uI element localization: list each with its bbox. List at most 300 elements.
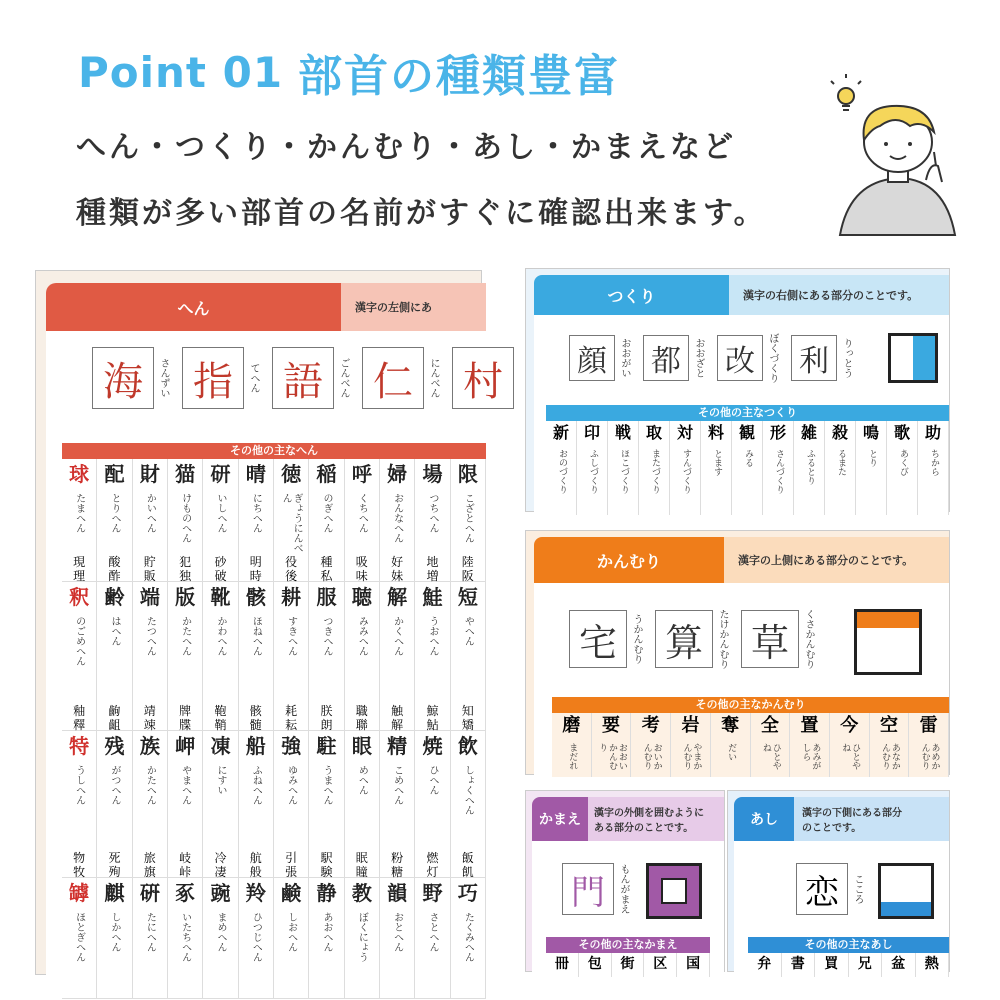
ashi-poster	[727, 790, 950, 972]
kamae-table-cell	[546, 953, 579, 977]
hen-reading: がつへん	[108, 765, 120, 805]
kanmuri-poster	[525, 530, 950, 775]
hen-kanji: 船	[245, 734, 266, 758]
kamae-desc-line-1: 漢字の外側を囲むように	[594, 808, 704, 819]
hen-kanji: 球	[69, 462, 90, 486]
hen-example-words: 齣齟	[108, 704, 121, 732]
ashi-desc-line-2: のことです。	[802, 823, 862, 834]
tsukuri-kanji: 雑	[800, 423, 817, 442]
hen-table-cell	[62, 731, 97, 879]
hen-reading: うまへん	[320, 765, 332, 805]
hen-example-words: 粉糖	[391, 851, 404, 879]
hen-table-cell	[239, 459, 274, 583]
example-reading: うかんむり	[631, 614, 642, 664]
tsukuri-poster	[525, 268, 950, 512]
hen-table-row	[62, 731, 486, 878]
hen-kanji: 鮭	[422, 585, 443, 609]
tsukuri-table-cell	[577, 421, 608, 515]
hen-reading: こめへん	[391, 765, 403, 805]
kanmuri-table	[552, 713, 949, 777]
hen-kanji: 釈	[69, 585, 90, 609]
ashi-example-kanji: 恋	[796, 863, 848, 915]
ashi-header-desc	[794, 797, 949, 841]
example-kanji: 顔	[569, 335, 615, 381]
hen-reading: しょくへん	[462, 765, 474, 815]
tsukuri-table-cell	[670, 421, 701, 515]
kamae-kanji: 区	[653, 956, 668, 972]
kanmuri-reading: だい	[726, 743, 737, 761]
example-kanji: 草	[741, 610, 799, 668]
hen-table-cell	[133, 731, 168, 879]
kanmuri-reading: まだれ	[567, 743, 578, 770]
ashi-kanji: 熱	[924, 956, 939, 972]
hen-example-words: 駅験	[320, 851, 333, 879]
tsukuri-table-cell	[608, 421, 639, 515]
hen-reading: にすい	[214, 765, 226, 795]
hen-reading: とりへん	[108, 493, 120, 533]
example-kanmuri-1	[655, 609, 727, 669]
example-kanji: 語	[272, 347, 334, 409]
kamae-header-desc	[588, 797, 724, 841]
kanmuri-position-diagram-icon	[854, 609, 922, 675]
ashi-table-cell	[815, 953, 849, 977]
hen-table-cell	[203, 459, 238, 583]
hen-kanji: 硏	[139, 881, 160, 905]
hen-kanji: 呼	[351, 462, 372, 486]
tsukuri-table-cell	[763, 421, 794, 515]
hen-kanji: 研	[210, 462, 231, 486]
hen-table-row	[62, 459, 486, 582]
hen-table-cell	[309, 731, 344, 879]
hen-example-words: 骸髄	[249, 704, 262, 732]
hen-kanji: 罅	[69, 881, 90, 905]
ashi-table-cell	[882, 953, 916, 977]
hen-kanji: 豌	[210, 881, 231, 905]
hen-example-words: 耗耘	[285, 704, 298, 732]
hen-example-words: 地増	[426, 555, 439, 583]
hen-kanji: 服	[316, 585, 337, 609]
hen-example-words: 物牧	[73, 851, 86, 879]
tsukuri-reading: さんづくり	[773, 449, 784, 494]
tsukuri-kanji: 取	[645, 423, 662, 442]
hen-reading: ふねへん	[250, 765, 262, 805]
example-reading: ごんべん	[338, 358, 349, 398]
hen-table-cell	[309, 878, 344, 998]
tsukuri-kanji: 殺	[831, 423, 848, 442]
hen-reading: おんなへん	[391, 493, 403, 543]
hen-poster	[35, 270, 503, 975]
hen-header-desc: 漢字の左側にあ	[341, 283, 486, 331]
hen-kanji: 巧	[457, 881, 478, 905]
hen-others-label: その他の主なへん	[62, 443, 486, 459]
hen-table-cell	[133, 582, 168, 732]
lightbulb-icon	[831, 74, 861, 110]
hen-table-cell	[415, 731, 450, 879]
hen-reading: かいへん	[144, 493, 156, 533]
tsukuri-kanji: 新	[552, 423, 569, 442]
hen-example-words: 航般	[249, 851, 262, 879]
ashi-kanji: 書	[790, 956, 805, 972]
kanmuri-others-label: その他の主なかんむり	[552, 697, 949, 713]
hen-table-cell	[415, 582, 450, 732]
ashi-desc-line-1: 漢字の下側にある部分	[802, 808, 902, 819]
example-hen-3	[362, 347, 438, 409]
hen-reading: ひつじへん	[250, 912, 262, 962]
tsukuri-table-cell	[546, 421, 577, 515]
kanmuri-reading: やまかんむり	[681, 743, 702, 770]
tsukuri-kanji: 観	[738, 423, 755, 442]
hen-example-words: 旅旗	[143, 851, 156, 879]
example-reading: たけかんむり	[717, 609, 728, 669]
example-reading: さんずい	[158, 358, 169, 398]
hen-table-cell	[274, 459, 309, 583]
kanmuri-kanji: 磨	[562, 715, 581, 736]
hen-kanji: 端	[139, 585, 160, 609]
hen-example-words: 種私	[320, 555, 333, 583]
hen-reading: のぎへん	[320, 493, 332, 533]
hen-kanji: 耕	[281, 585, 302, 609]
kanmuri-kanji: 今	[840, 715, 859, 736]
hen-table-cell	[239, 582, 274, 732]
ashi-table-cell	[849, 953, 883, 977]
tsukuri-table	[546, 421, 949, 515]
hen-reading: かたへん	[144, 765, 156, 805]
tsukuri-header-label: つくり	[534, 275, 729, 315]
tsukuri-table-cell	[701, 421, 732, 515]
example-kanji: 指	[182, 347, 244, 409]
hen-kanji: 駐	[316, 734, 337, 758]
hen-reading: しおへん	[285, 912, 297, 952]
hen-kanji: 猫	[175, 462, 196, 486]
hen-reading: のごめへん	[73, 616, 85, 666]
hen-table-cell	[451, 582, 486, 732]
hen-table-cell	[62, 878, 97, 998]
tsukuri-kanji: 戦	[614, 423, 631, 442]
thinking-person-icon	[830, 70, 970, 240]
hen-table-row	[62, 878, 486, 999]
example-kanji: 村	[452, 347, 514, 409]
ashi-kanji: 買	[824, 956, 839, 972]
hen-reading: ぎょうにんべん	[280, 493, 303, 553]
point-label: Point 01	[78, 48, 284, 97]
hen-table-cell	[380, 731, 415, 879]
hen-kanji: 眼	[351, 734, 372, 758]
kanmuri-table-cell	[870, 713, 910, 777]
ashi-kanji: 盆	[891, 956, 906, 972]
kamae-table	[546, 953, 710, 977]
kamae-poster	[525, 790, 725, 972]
hen-example-words: 役後	[285, 555, 298, 583]
hen-kanji: 靴	[210, 585, 231, 609]
hen-table-cell	[168, 459, 203, 583]
hen-reading: おとへん	[391, 912, 403, 952]
hen-reading: ぼくにょう	[356, 912, 368, 962]
hen-table-cell	[97, 878, 132, 998]
hen-kanji: 婦	[387, 462, 408, 486]
hen-reading: たつへん	[144, 616, 156, 656]
tsukuri-reading: あくび	[897, 449, 908, 476]
tsukuri-reading: るまた	[835, 449, 846, 476]
hen-table-cell	[345, 878, 380, 998]
hen-kanji: 晴	[245, 462, 266, 486]
hen-kanji: 配	[104, 462, 125, 486]
tsukuri-table-cell	[856, 421, 887, 515]
hen-table-cell	[274, 582, 309, 732]
hen-kanji: 麒	[104, 881, 125, 905]
hen-reading: はへん	[108, 616, 120, 646]
hen-reading: ほとぎへん	[73, 912, 85, 962]
hen-table-cell	[274, 878, 309, 998]
hen-example-words: 酸酢	[108, 555, 121, 583]
hen-reading: まめへん	[214, 912, 226, 952]
hen-example-words: 職聯	[355, 704, 368, 732]
kamae-table-cell	[677, 953, 710, 977]
hen-example-words: 冷凄	[214, 851, 227, 879]
kamae-table-cell	[644, 953, 677, 977]
example-reading: りっとう	[841, 338, 852, 378]
ashi-example-reading: こころ	[852, 874, 863, 904]
example-kanmuri-2	[741, 609, 813, 669]
hen-table-row	[62, 582, 486, 731]
kamae-example-reading: もんがまえ	[618, 864, 629, 914]
hen-reading: こざとへん	[462, 493, 474, 543]
kanmuri-kanji: 岩	[681, 715, 700, 736]
hen-example-words: 牌牒	[179, 704, 192, 732]
tsukuri-reading: とます	[711, 449, 722, 476]
hen-table-cell	[203, 582, 238, 732]
kanmuri-kanji: 要	[602, 715, 621, 736]
thinking-person-illustration	[830, 70, 970, 244]
hen-reading: いたちへん	[179, 912, 191, 962]
kamae-table-cell	[579, 953, 612, 977]
tsukuri-kanji: 料	[707, 423, 724, 442]
hen-example-words: 触解	[391, 704, 404, 732]
hen-kanji: 限	[457, 462, 478, 486]
hen-table-cell	[415, 878, 450, 998]
hen-table-cell	[380, 878, 415, 998]
hen-reading: ゆみへん	[285, 765, 297, 805]
hen-kanji: 韻	[387, 881, 408, 905]
hen-table-cell	[62, 582, 97, 732]
hen-reading: たまへん	[73, 493, 85, 533]
tsukuri-others-label: その他の主なつくり	[546, 405, 949, 421]
tsukuri-kanji: 対	[676, 423, 693, 442]
example-kanji: 利	[791, 335, 837, 381]
hen-example-words: 陸阪	[461, 555, 474, 583]
tsukuri-reading: またづくり	[649, 449, 660, 494]
kamae-kanji: 冊	[554, 956, 569, 972]
kanmuri-table-cell	[552, 713, 592, 777]
hen-reading: けものへん	[179, 493, 191, 543]
hen-table-cell	[380, 459, 415, 583]
hen-reading: いしへん	[214, 493, 226, 533]
example-tsukuri-0	[569, 335, 629, 381]
example-reading: おおがい	[619, 338, 630, 378]
hen-reading: ほねへん	[250, 616, 262, 656]
example-tsukuri-1	[643, 335, 703, 381]
tsukuri-reading: みる	[742, 449, 753, 467]
kanmuri-table-cell	[790, 713, 830, 777]
hen-table-cell	[239, 731, 274, 879]
hen-example-words: 現理	[73, 555, 86, 583]
example-hen-4	[452, 347, 514, 409]
hen-example-words: 鯨鮎	[426, 704, 439, 732]
ashi-example	[796, 863, 862, 915]
example-reading: ぼくづくり	[767, 333, 778, 383]
hen-table-cell	[168, 731, 203, 879]
tsukuri-kanji: 形	[769, 423, 786, 442]
hen-table-cell	[203, 731, 238, 879]
hen-reading: やへん	[462, 616, 474, 646]
tsukuri-reading: とり	[866, 449, 877, 467]
ashi-kanji: 弁	[757, 956, 772, 972]
kanmuri-header-desc: 漢字の上側にある部分のことです。	[724, 537, 949, 583]
hen-example-words: 朕朗	[320, 704, 333, 732]
example-reading: くさかんむり	[803, 609, 814, 669]
hen-example-words: 明時	[249, 555, 262, 583]
tsukuri-reading: おのづくり	[556, 449, 567, 494]
kamae-position-diagram-icon	[646, 863, 702, 919]
ashi-table-cell	[782, 953, 816, 977]
hen-table-cell	[168, 582, 203, 732]
hen-table-cell	[274, 731, 309, 879]
hen-reading: めへん	[356, 765, 368, 795]
hen-example-words: 吸味	[355, 555, 368, 583]
hen-reading: たにへん	[144, 912, 156, 952]
hen-reading: うしへん	[73, 765, 85, 805]
hen-reading: かくへん	[391, 616, 403, 656]
tsukuri-kanji: 印	[583, 423, 600, 442]
hen-example-words: 犯独	[179, 555, 192, 583]
kanmuri-reading: あみがしら	[800, 743, 821, 770]
hen-reading: ひへん	[426, 765, 438, 795]
hen-reading: やまへん	[179, 765, 191, 805]
hen-kanji: 版	[175, 585, 196, 609]
hen-kanji: 岬	[175, 734, 196, 758]
ashi-position-diagram-icon	[878, 863, 934, 919]
ashi-table-cell	[748, 953, 782, 977]
tsukuri-table-cell	[639, 421, 670, 515]
hen-examples	[92, 347, 528, 409]
hen-kanji: 残	[104, 734, 125, 758]
example-reading: おおざと	[693, 338, 704, 378]
tsukuri-examples	[569, 333, 865, 383]
hen-kanji: 精	[387, 734, 408, 758]
hen-kanji: 稲	[316, 462, 337, 486]
hen-reading: さとへん	[426, 912, 438, 952]
tsukuri-table-cell	[794, 421, 825, 515]
hen-table-cell	[133, 878, 168, 998]
example-tsukuri-2	[717, 333, 777, 383]
hen-kanji: 凍	[210, 734, 231, 758]
kanmuri-reading: おおいかんむり	[597, 743, 627, 770]
hen-table-cell	[203, 878, 238, 998]
kanmuri-reading: おいかんむり	[641, 743, 662, 770]
hen-table-cell	[345, 459, 380, 583]
kamae-others-label: その他の主なかまえ	[546, 937, 710, 953]
tsukuri-reading: すんづくり	[680, 449, 691, 494]
hen-kanji: 教	[351, 881, 372, 905]
hen-reading: うおへん	[426, 616, 438, 656]
kanmuri-reading: ひとやね	[840, 743, 861, 770]
hen-kanji: 飲	[457, 734, 478, 758]
hen-example-words: 好妹	[391, 555, 404, 583]
hen-kanji: 強	[281, 734, 302, 758]
tsukuri-table-cell	[887, 421, 918, 515]
tsukuri-reading: ほこづくり	[618, 449, 629, 494]
example-reading: てへん	[248, 363, 259, 393]
example-kanmuri-0	[569, 610, 641, 668]
example-kanji: 仁	[362, 347, 424, 409]
hen-reading: かわへん	[214, 616, 226, 656]
hen-kanji: 解	[387, 585, 408, 609]
example-hen-2	[272, 347, 348, 409]
tsukuri-reading: ふしづくり	[587, 449, 598, 494]
kanmuri-reading: ひとやね	[760, 743, 781, 770]
hen-table-cell	[309, 459, 344, 583]
hen-table-cell	[451, 459, 486, 583]
kanmuri-header-label: かんむり	[534, 537, 724, 583]
kanmuri-table-cell	[830, 713, 870, 777]
hen-table-cell	[97, 459, 132, 583]
hen-table-cell	[97, 731, 132, 879]
hen-reading: しかへん	[108, 912, 120, 952]
hen-kanji: 特	[69, 734, 90, 758]
tsukuri-kanji: 助	[924, 423, 941, 442]
hen-table-cell	[415, 459, 450, 583]
hen-kanji: 徳	[281, 462, 302, 486]
kanmuri-kanji: 空	[879, 715, 898, 736]
tsukuri-reading: ふるとり	[804, 449, 815, 485]
hen-table-cell	[345, 582, 380, 732]
hen-table-cell	[62, 459, 97, 583]
hen-kanji: 財	[139, 462, 160, 486]
hen-kanji: 豖	[175, 881, 196, 905]
kamae-kanji: 街	[620, 956, 635, 972]
kanmuri-table-cell	[751, 713, 791, 777]
tsukuri-position-diagram-icon	[888, 333, 938, 383]
hen-example-words: 知矯	[461, 704, 474, 732]
tsukuri-reading: ちから	[928, 449, 939, 476]
hen-kanji: 齢	[104, 585, 125, 609]
hen-reading: すきへん	[285, 616, 297, 656]
lead-text-line-2: 種類が多い部首の名前がすぐに確認出来ます。	[76, 196, 767, 231]
kamae-table-cell	[612, 953, 645, 977]
kanmuri-kanji: 雷	[919, 715, 938, 736]
kamae-header-label: かまえ	[532, 797, 588, 841]
hen-table-cell	[239, 878, 274, 998]
example-tsukuri-3	[791, 335, 851, 381]
ashi-header-label: あし	[734, 797, 794, 841]
hen-example-words: 死殉	[108, 851, 121, 879]
kanmuri-reading: あめかんむり	[919, 743, 940, 770]
hen-example-words: 鞄鞘	[214, 704, 227, 732]
hen-reading: たくみへん	[462, 912, 474, 962]
ashi-kanji: 兄	[857, 956, 872, 972]
kanmuri-kanji: 置	[800, 715, 819, 736]
kamae-example	[562, 863, 628, 915]
example-kanji: 宅	[569, 610, 627, 668]
ashi-others-label: その他の主なあし	[748, 937, 949, 953]
example-kanji: 算	[655, 610, 713, 668]
tsukuri-table-cell	[918, 421, 949, 515]
hen-kanji: 聴	[351, 585, 372, 609]
hen-table-cell	[309, 582, 344, 732]
hen-reading: かたへん	[179, 616, 191, 656]
example-kanji: 都	[643, 335, 689, 381]
example-kanji: 改	[717, 335, 763, 381]
hen-table	[62, 459, 486, 999]
